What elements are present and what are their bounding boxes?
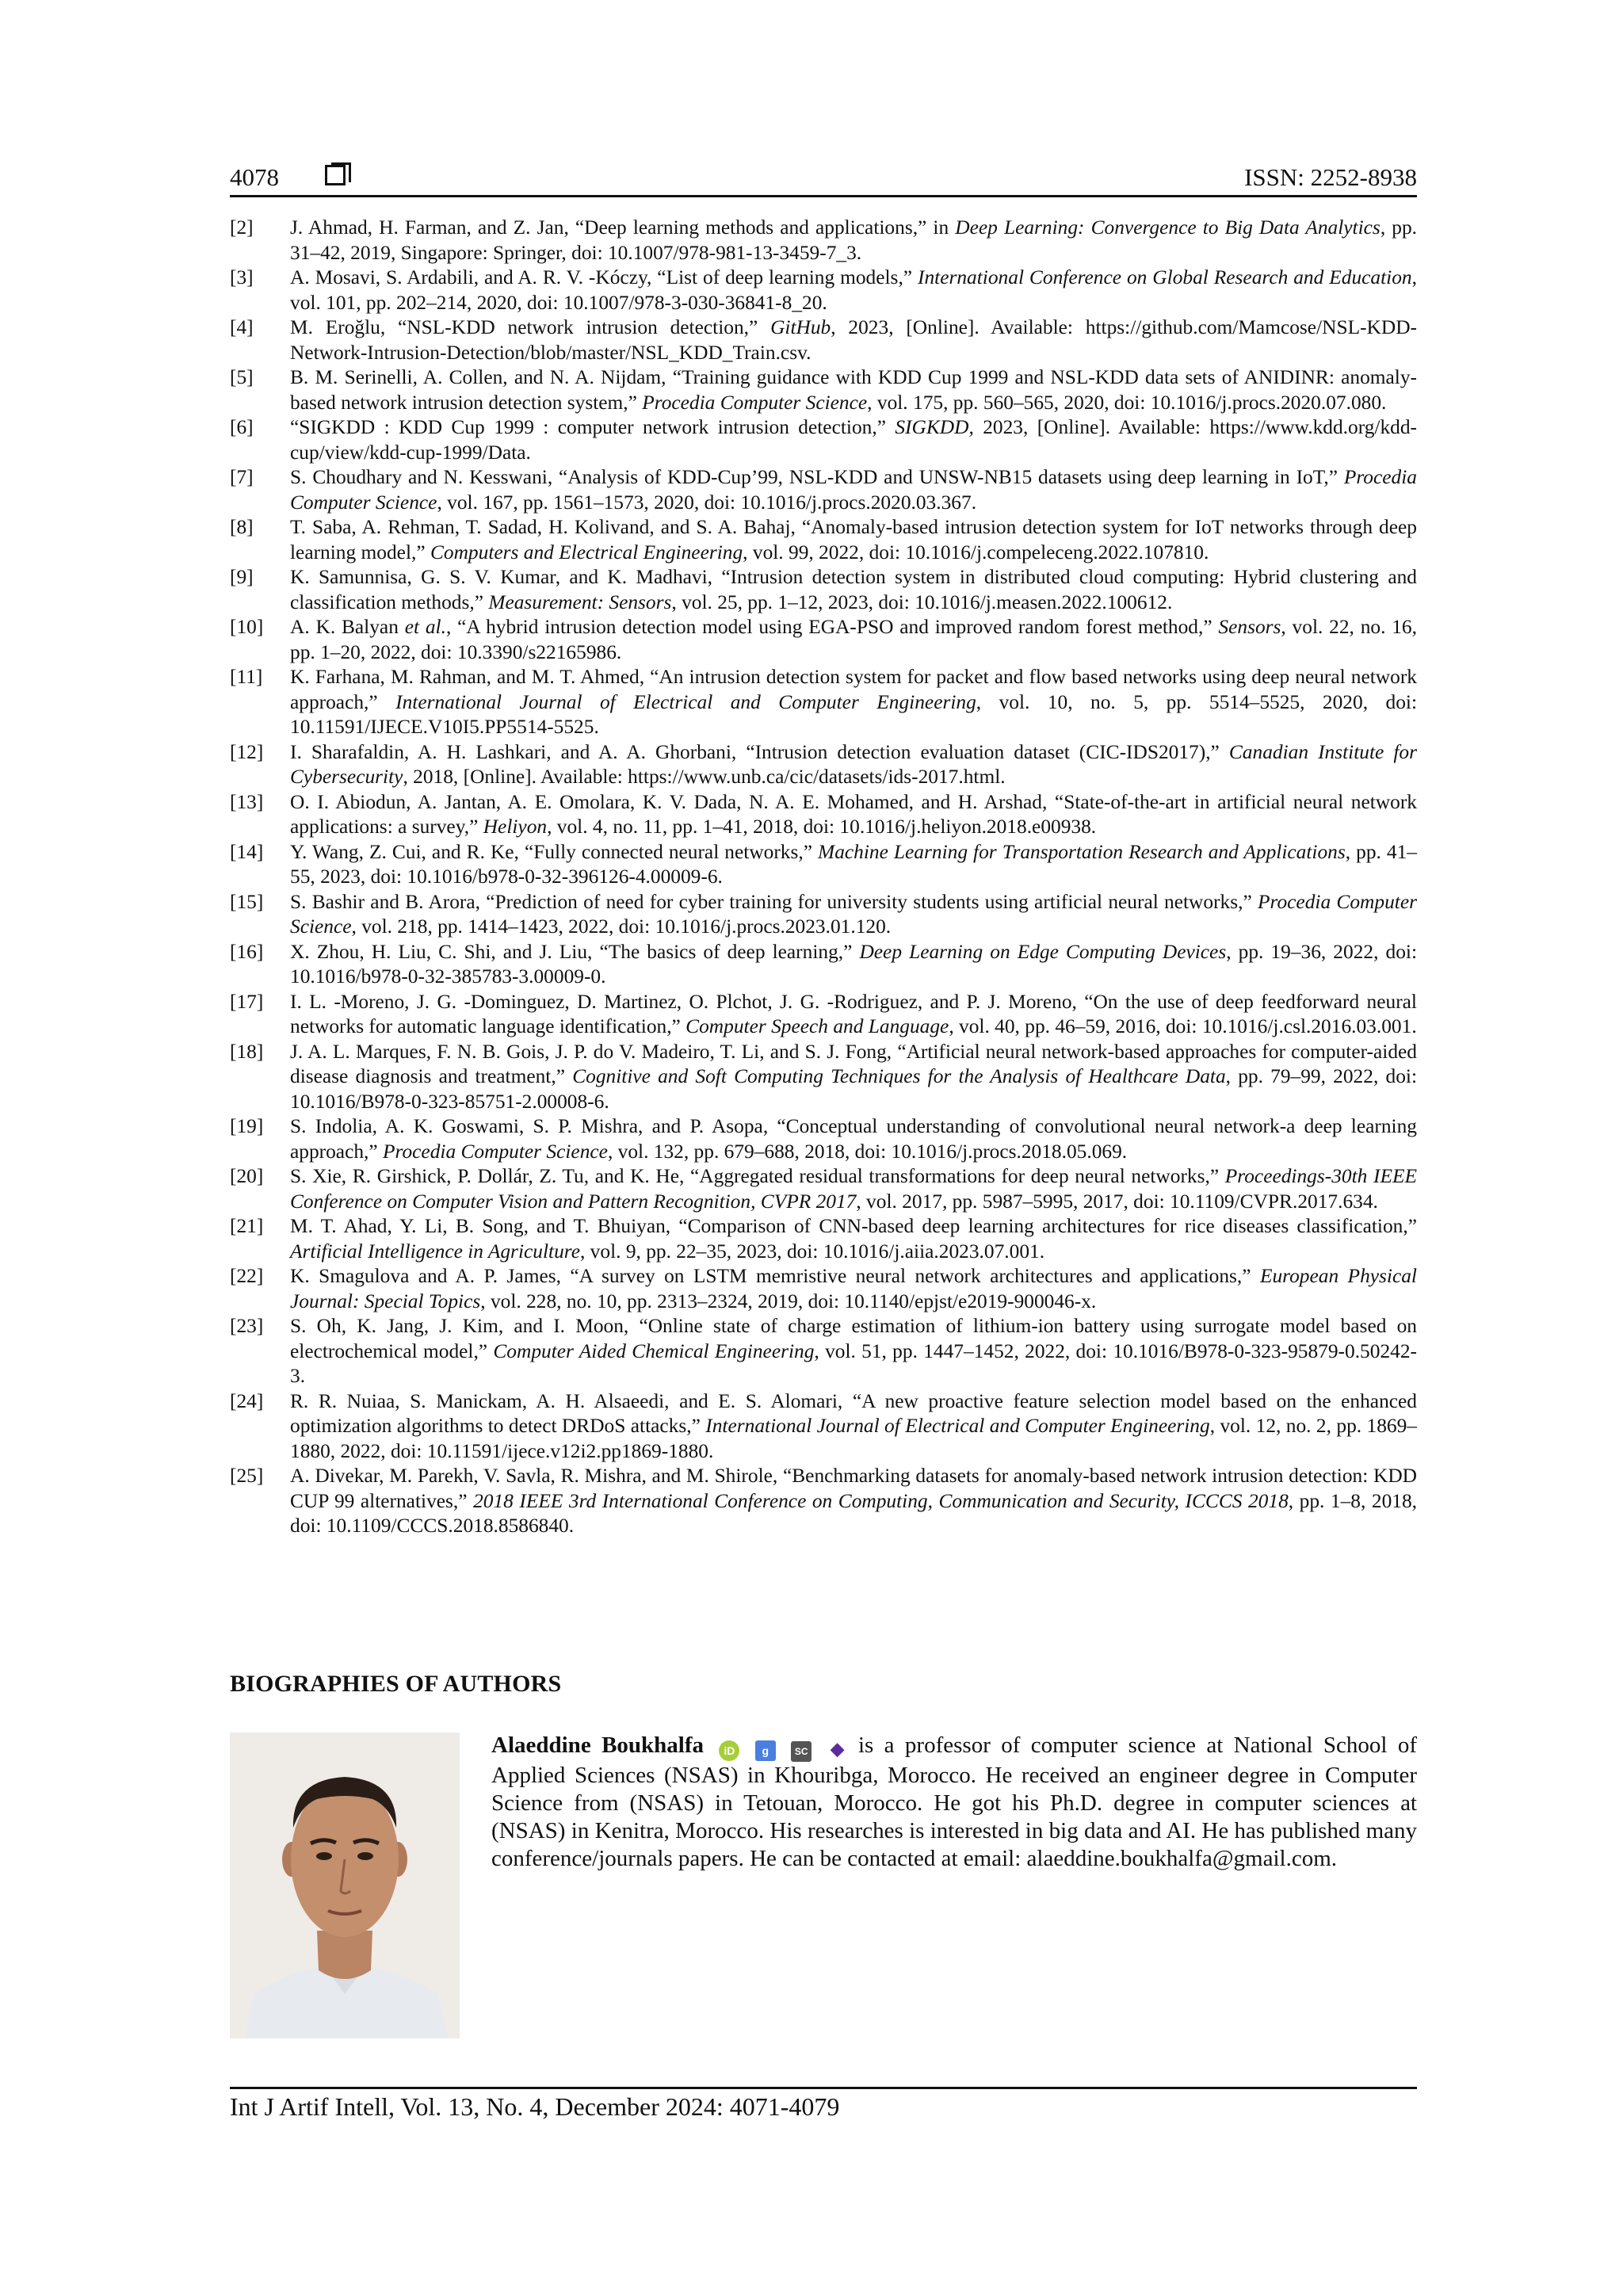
- reference-item: [230, 415, 1417, 465]
- reference-item: [230, 1389, 1417, 1465]
- reference-item: [230, 1314, 1417, 1389]
- reference-item: [230, 315, 1417, 365]
- reference-item: [230, 565, 1417, 615]
- reference-number: [23]: [230, 1315, 264, 1337]
- reference-text: Y. Wang, Z. Cui, and R. Ke, “Fully connected neural networks,” Machine Learning for Transportation Research and Applications, pp. 41–55, 2023, doi: 10.1016/b978-0-32-396126-4.00009-6.: [290, 840, 1417, 888]
- reference-item: [230, 1264, 1417, 1314]
- reference-text: S. Xie, R. Girshick, P. Dollár, Z. Tu, and K. He, “Aggregated residual transformations for deep neural networks,” Proceedings-30th IEEE Conference on Computer Vision and Pattern Recognition, CVPR 2017, vol. 2017, pp. 5987–5995, 2017, doi: 10.1109/CVPR.2017.634.: [290, 1165, 1417, 1213]
- author-photo: [230, 1733, 460, 2038]
- reference-item: [230, 615, 1417, 665]
- reference-number: [15]: [230, 890, 264, 913]
- author-bio-text: is a professor of computer science at National School of Applied Sciences (NSAS) in Khouribga, Morocco. He received an engineer degree in Computer Science from (NSAS) in Tetouan, Morocco. He got his Ph.D. degree in computer sciences at (NSAS) in Kenitra, Morocco. His researches is interested in big data and AI. He has published many conference/journals papers. He can be contacted at email: alaeddine.boukhalfa@gmail.com.: [491, 1733, 1418, 1871]
- reference-number: [9]: [230, 566, 254, 588]
- reference-text: S. Indolia, A. K. Goswami, S. P. Mishra, and P. Asopa, “Conceptual understanding of convolutional neural network-a deep learning approach,” Procedia Computer Science, vol. 132, pp. 679–688, 2018, doi: 10.1016/j.procs.2018.05.069.: [290, 1115, 1417, 1163]
- reference-item: [230, 216, 1417, 266]
- reference-number: [13]: [230, 790, 264, 813]
- reference-text: X. Zhou, H. Liu, C. Shi, and J. Liu, “The basics of deep learning,” Deep Learning on Edge Computing Devices, pp. 19–36, 2022, doi: 10.1016/b978-0-32-385783-3.00009-0.: [290, 940, 1418, 988]
- page-number: 4078: [230, 163, 279, 191]
- google-scholar-icon[interactable]: g: [755, 1740, 776, 1761]
- reference-number: [2]: [230, 216, 254, 239]
- reference-number: [19]: [230, 1115, 264, 1137]
- reference-list: [230, 216, 1417, 1539]
- biographies-heading: BIOGRAPHIES OF AUTHORS: [230, 1671, 562, 1697]
- reference-number: [12]: [230, 740, 264, 763]
- reference-number: [21]: [230, 1215, 264, 1237]
- page-header: [230, 152, 1417, 192]
- reference-item: [230, 990, 1417, 1040]
- author-biography: [491, 1732, 1417, 1873]
- reference-number: [18]: [230, 1040, 264, 1063]
- header-rule: [230, 195, 1417, 197]
- web-of-science-icon[interactable]: ◆: [831, 1739, 845, 1759]
- reference-number: [11]: [230, 666, 263, 688]
- reference-item: [230, 890, 1417, 940]
- reference-number: [20]: [230, 1165, 264, 1187]
- reference-text: J. A. L. Marques, F. N. B. Gois, J. P. do V. Madeiro, T. Li, and S. J. Fong, “Artificial neural network-based approaches for computer-aided disease diagnosis and treatment,” Cognitive and Soft Computing Techniques for the Analysis of Healthcare Data, pp. 79–99, 2022, doi: 10.1016/B978-0-323-85751-2.00008-6.: [290, 1040, 1417, 1113]
- reference-item: [230, 465, 1417, 515]
- reference-text: K. Smagulova and A. P. James, “A survey on LSTM memristive neural network architectures and applications,” European Physical Journal: Special Topics, vol. 228, no. 10, pp. 2313–2324, 2019, doi: 10.1140/epjst/e2019-900046-x.: [290, 1265, 1417, 1312]
- reference-text: A. Mosavi, S. Ardabili, and A. R. V. -Kóczy, “List of deep learning models,” International Conference on Global Research and Education, vol. 101, pp. 202–214, 2020, doi: 10.1007/978-3-030-36841-8_20.: [290, 266, 1417, 314]
- reference-text: M. Eroğlu, “NSL-KDD network intrusion detection,” GitHub, 2023, [Online]. Available: https://github.com/Mamcose/NSL-KDD-Network-Intrusion-Detection/blob/master/NSL_KDD_Train.csv.: [290, 316, 1417, 364]
- footer-rule: [230, 2087, 1417, 2089]
- reference-text: S. Bashir and B. Arora, “Prediction of need for cyber training for university students using artificial neural networks,” Procedia Computer Science, vol. 218, pp. 1414–1423, 2022, doi: 10.1016/j.procs.2023.01.120.: [290, 890, 1417, 938]
- reference-number: [3]: [230, 266, 254, 288]
- reference-item: [230, 1214, 1417, 1264]
- reference-item: [230, 1114, 1417, 1164]
- square-icon: [325, 165, 346, 185]
- reference-text: T. Saba, A. Rehman, T. Sadad, H. Kolivand, and S. A. Bahaj, “Anomaly-based intrusion detection system for IoT networks through deep learning model,” Computers and Electrical Engineering, vol. 99, 2022, doi: 10.1016/j.compeleceng.2022.107810.: [290, 516, 1417, 563]
- reference-text: J. Ahmad, H. Farman, and Z. Jan, “Deep learning methods and applications,” in Deep Learning: Convergence to Big Data Analytics, pp. 31–42, 2019, Singapore: Springer, doi: 10.1007/978-981-13-3459-7_3.: [290, 216, 1418, 264]
- reference-text: B. M. Serinelli, A. Collen, and N. A. Nijdam, “Training guidance with KDD Cup 1999 and NSL-KDD data sets of ANIDINR: anomaly-based network intrusion detection system,” Procedia Computer Science, vol. 175, pp. 560–565, 2020, doi: 10.1016/j.procs.2020.07.080.: [290, 366, 1417, 414]
- reference-number: [22]: [230, 1265, 264, 1287]
- reference-text: I. L. -Moreno, J. G. -Dominguez, D. Martinez, O. Plchot, J. G. -Rodriguez, and P. J. Moreno, “On the use of deep feedforward neural networks for automatic language identification,” Computer Speech and Language, vol. 40, pp. 46–59, 2016, doi: 10.1016/j.csl.2016.03.001.: [290, 990, 1417, 1037]
- reference-text: “SIGKDD : KDD Cup 1999 : computer network intrusion detection,” SIGKDD, 2023, [Online]. Available: https://www.kdd.org/kdd-cup/view/kdd-cup-1999/Data.: [290, 416, 1417, 464]
- reference-number: [17]: [230, 990, 264, 1013]
- reference-number: [24]: [230, 1389, 264, 1412]
- reference-item: [230, 1164, 1417, 1214]
- reference-number: [8]: [230, 516, 254, 538]
- reference-number: [10]: [230, 616, 264, 638]
- reference-text: K. Samunnisa, G. S. V. Kumar, and K. Madhavi, “Intrusion detection system in distributed cloud computing: Hybrid clustering and classification methods,” Measurement: Sensors, vol. 25, pp. 1–12, 2023, doi: 10.1016/j.measen.2022.100612.: [290, 566, 1417, 613]
- reference-text: O. I. Abiodun, A. Jantan, A. E. Omolara, K. V. Dada, N. A. E. Mohamed, and H. Arshad, “State-of-the-art in artificial neural network applications: a survey,” Heliyon, vol. 4, no. 11, pp. 1–41, 2018, doi: 10.1016/j.heliyon.2018.e00938.: [290, 790, 1417, 838]
- reference-item: [230, 1040, 1417, 1115]
- reference-item: [230, 840, 1417, 890]
- reference-text: S. Choudhary and N. Kesswani, “Analysis of KDD-Cup’99, NSL-KDD and UNSW-NB15 datasets using deep learning in IoT,” Procedia Computer Science, vol. 167, pp. 1561–1573, 2020, doi: 10.1016/j.procs.2020.03.367.: [290, 466, 1417, 514]
- orcid-icon[interactable]: iD: [719, 1740, 739, 1761]
- reference-item: [230, 266, 1417, 315]
- reference-number: [7]: [230, 466, 254, 488]
- reference-item: [230, 365, 1417, 415]
- reference-number: [5]: [230, 366, 254, 388]
- reference-item: [230, 515, 1417, 565]
- reference-item: [230, 1464, 1417, 1539]
- reference-text: A. K. Balyan et al., “A hybrid intrusion detection model using EGA-PSO and improved random forest method,” Sensors, vol. 22, no. 16, pp. 1–20, 2022, doi: 10.3390/s22165986.: [290, 616, 1417, 663]
- reference-text: S. Oh, K. Jang, J. Kim, and I. Moon, “Online state of charge estimation of lithium-ion battery using surrogate model based on electrochemical model,” Computer Aided Chemical Engineering, vol. 51, pp. 1447–1452, 2022, doi: 10.1016/B978-0-323-95879-0.50242-3.: [290, 1315, 1417, 1387]
- reference-text: A. Divekar, M. Parekh, V. Savla, R. Mishra, and M. Shirole, “Benchmarking datasets for anomaly-based network intrusion detection: KDD CUP 99 alternatives,” 2018 IEEE 3rd International Conference on Computing, Communication and Security, ICCCS 2018, pp. 1–8, 2018, doi: 10.1109/CCCS.2018.8586840.: [290, 1465, 1417, 1537]
- reference-text: K. Farhana, M. Rahman, and M. T. Ahmed, “An intrusion detection system for packet and flow based networks using deep neural network approach,” International Journal of Electrical and Computer Engineering, vol. 10, no. 5, pp. 5514–5525, 2020, doi: 10.11591/IJECE.V10I5.PP5514-5525.: [290, 666, 1417, 738]
- author-name: Alaeddine Boukhalfa: [491, 1733, 705, 1758]
- reference-text: I. Sharafaldin, A. H. Lashkari, and A. A. Ghorbani, “Intrusion detection evaluation dataset (CIC-IDS2017),” Canadian Institute for Cybersecurity, 2018, [Online]. Available: https://www.unb.ca/cic/datasets/ids-2017.html.: [290, 740, 1417, 788]
- journal-citation: Int J Artif Intell, Vol. 13, No. 4, December 2024: 4071-4079: [230, 2092, 840, 2121]
- reference-number: [6]: [230, 416, 254, 438]
- reference-item: [230, 740, 1417, 790]
- reference-number: [14]: [230, 840, 264, 863]
- reference-item: [230, 940, 1417, 990]
- reference-text: R. R. Nuiaa, S. Manickam, A. H. Alsaeedi, and E. S. Alomari, “A new proactive feature selection model based on the enhanced optimization algorithms to detect DRDoS attacks,” International Journal of Electrical and Computer Engineering, vol. 12, no. 2, pp. 1869–1880, 2022, doi: 10.11591/ijece.v12i2.pp1869-1880.: [290, 1389, 1417, 1462]
- reference-number: [25]: [230, 1465, 264, 1487]
- reference-number: [16]: [230, 940, 264, 963]
- issn-label: ISSN: 2252-8938: [1244, 163, 1417, 191]
- reference-item: [230, 665, 1417, 740]
- reference-number: [4]: [230, 316, 254, 338]
- reference-text: M. T. Ahad, Y. Li, B. Song, and T. Bhuiyan, “Comparison of CNN-based deep learning architectures for rice diseases classification,” Artificial Intelligence in Agriculture, vol. 9, pp. 22–35, 2023, doi: 10.1016/j.aiia.2023.07.001.: [290, 1215, 1417, 1263]
- reference-item: [230, 790, 1417, 840]
- scopus-icon[interactable]: SC: [791, 1741, 812, 1762]
